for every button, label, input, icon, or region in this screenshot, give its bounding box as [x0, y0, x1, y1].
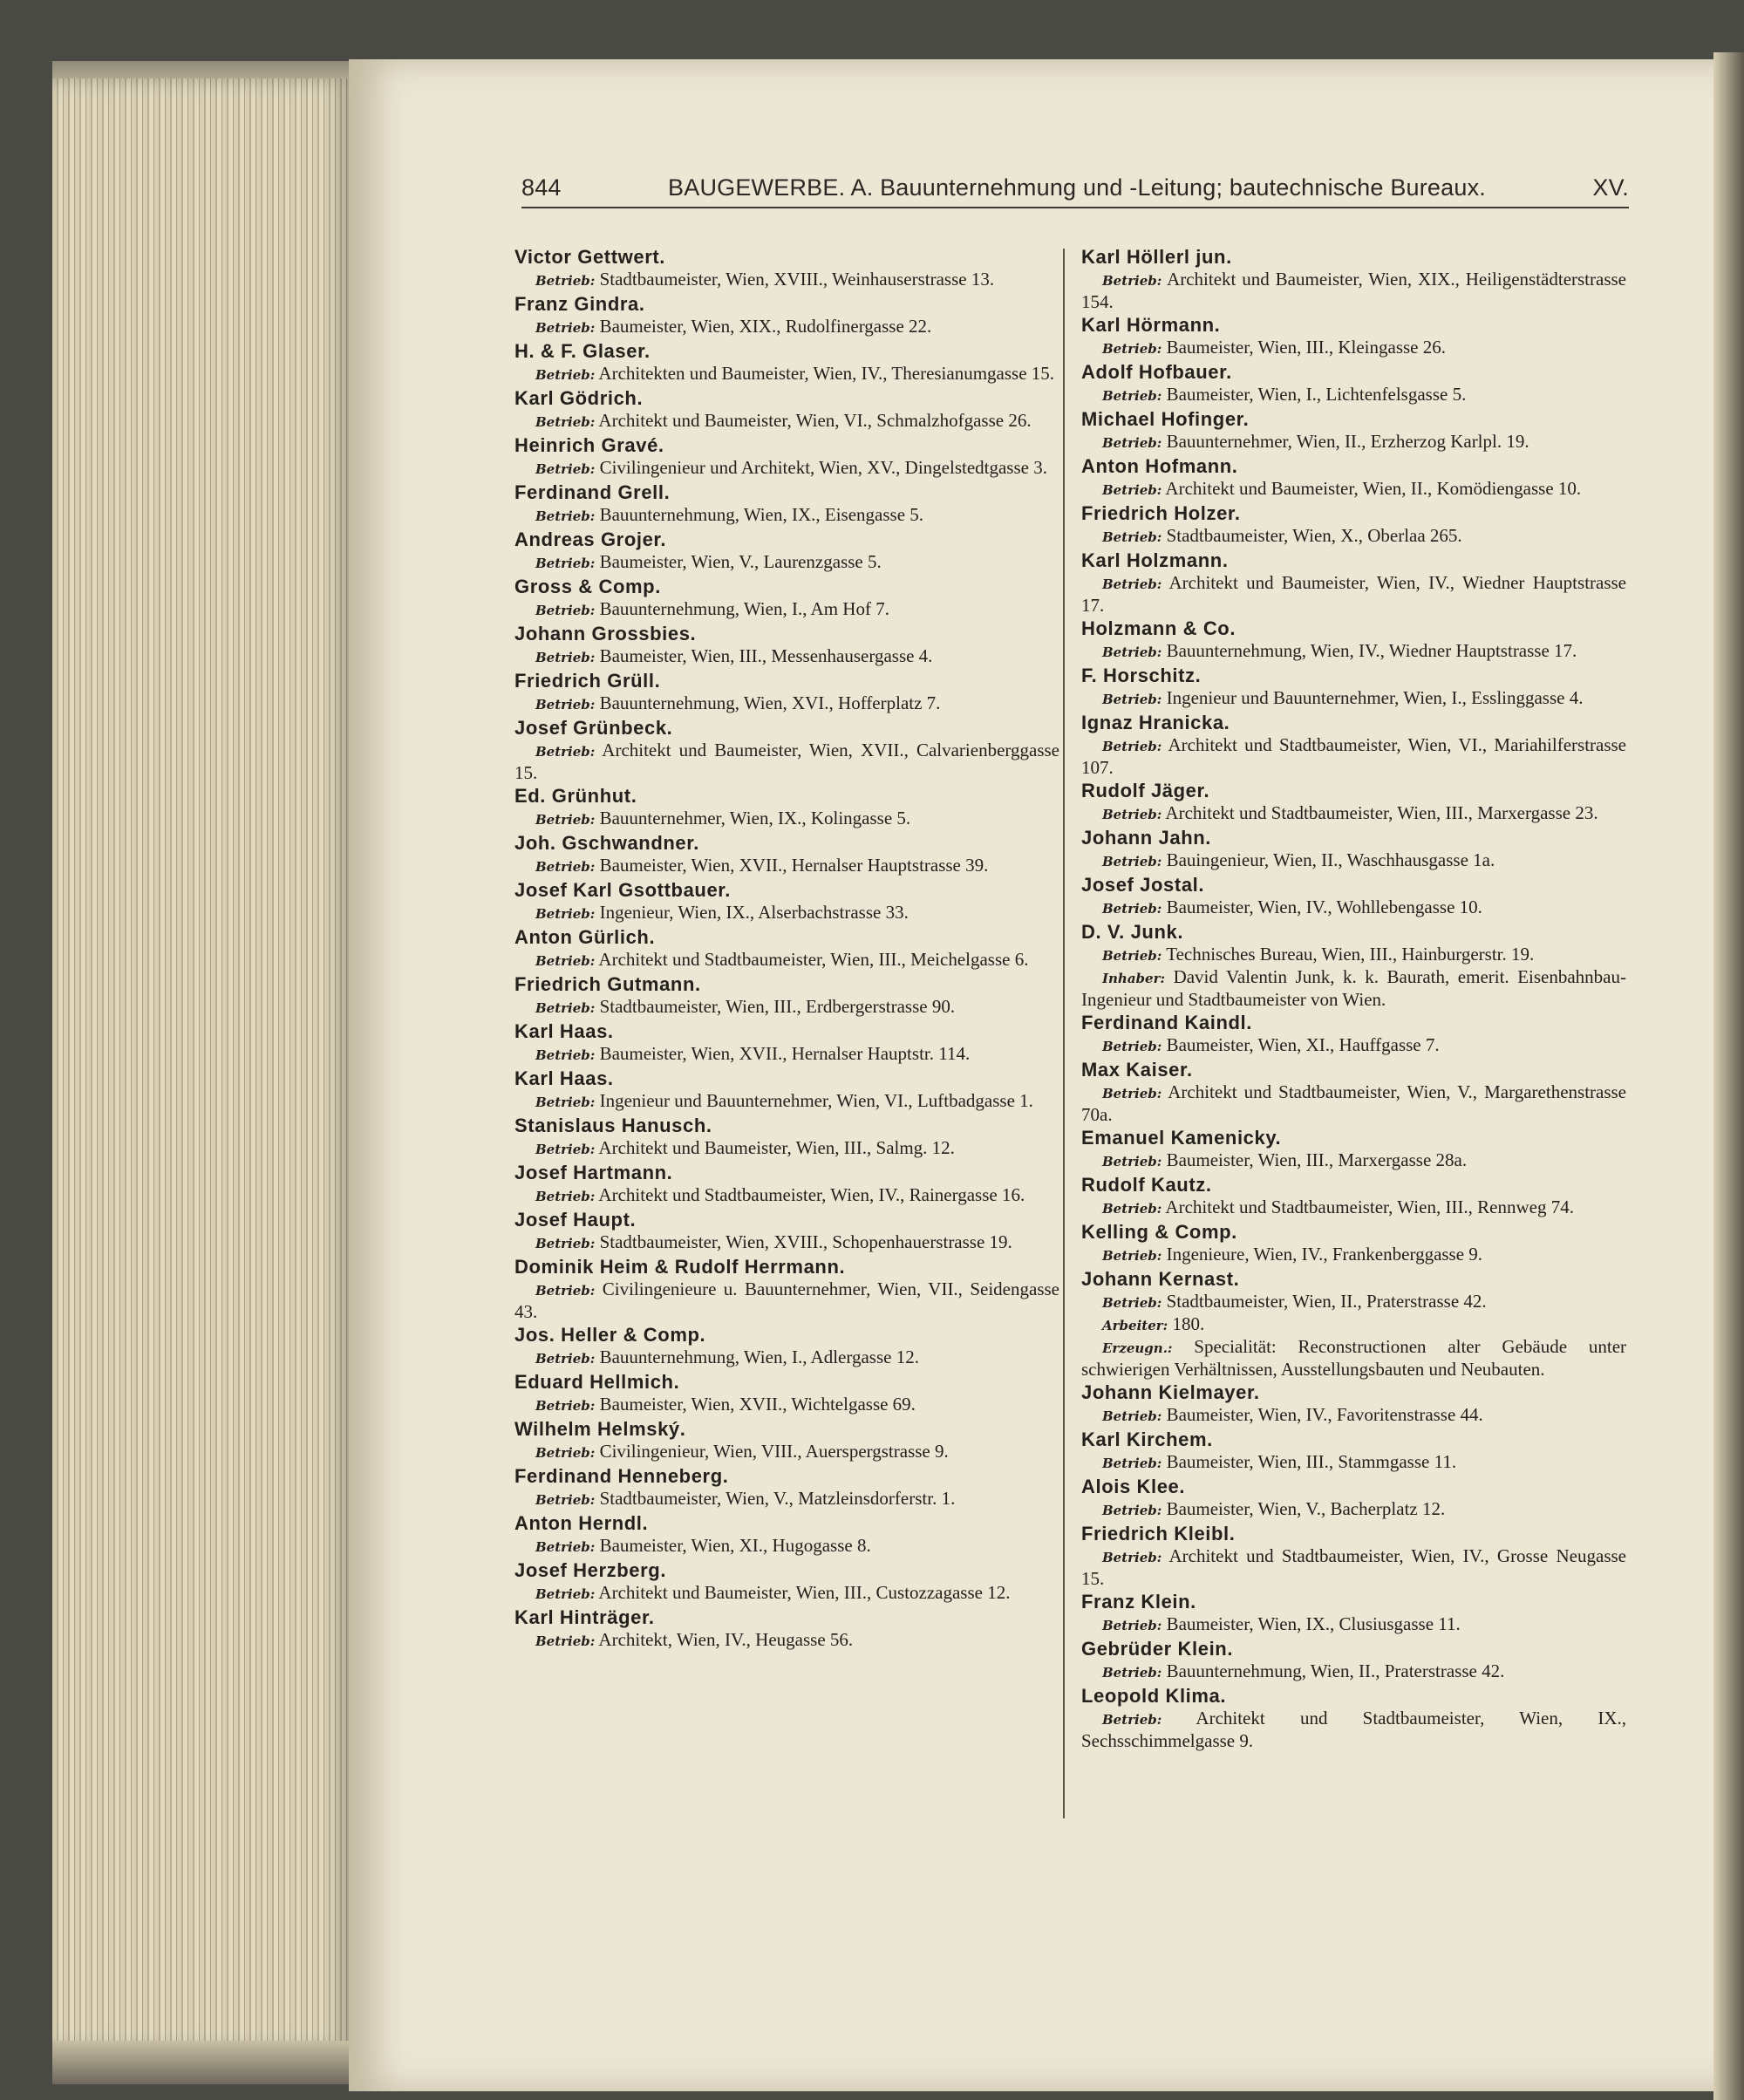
entry-label: Betrieb: — [1102, 576, 1162, 592]
directory-entry — [1081, 1523, 1626, 1589]
directory-entry — [514, 1371, 1059, 1416]
entry-name: Alois Klee. — [1081, 1476, 1186, 1497]
entry-name: Rudolf Jäger. — [1081, 780, 1210, 801]
entry-text: Bauunternehmung, Wien, XVI., Hofferplatz 7. — [599, 692, 941, 713]
entry-label: Erzeugn.: — [1102, 1340, 1173, 1356]
entry-line — [514, 1394, 1059, 1416]
entry-name: Johann Grossbies. — [514, 623, 697, 644]
entry-line — [1081, 1498, 1626, 1521]
directory-entry — [1081, 665, 1626, 710]
entry-label: Betrieb: — [535, 1539, 596, 1555]
entry-text: Architekt und Stadtbaumeister, Wien, III., Rennweg 74. — [1165, 1197, 1574, 1217]
entry-text: Baumeister, Wien, IX., Clusiusgasse 11. — [1166, 1613, 1461, 1634]
entry-line — [514, 1488, 1059, 1510]
entry-name: Anton Herndl. — [514, 1512, 649, 1534]
entry-text: Architekt und Baumeister, Wien, XIX., Heiligenstädterstrasse 154. — [1081, 269, 1626, 312]
entry-line — [1081, 640, 1626, 663]
entry-text: Baumeister, Wien, XVII., Hernalser Hauptstrasse 39. — [599, 855, 989, 876]
entry-name: Josef Grünbeck. — [514, 717, 673, 739]
entry-text: Architekt und Baumeister, Wien, III., Salmg. 12. — [598, 1137, 955, 1158]
entry-line — [1081, 1197, 1626, 1219]
entry-text: Baumeister, Wien, V., Bacherplatz 12. — [1166, 1498, 1446, 1519]
entry-text: Ingenieur und Bauunternehmer, Wien, I., Esslinggasse 4. — [1166, 687, 1584, 708]
entry-text: Baumeister, Wien, III., Marxergasse 28a. — [1166, 1149, 1468, 1170]
book-right-edge — [1713, 52, 1744, 2100]
entry-text: Bauunternehmer, Wien, IX., Kolingasse 5. — [599, 808, 911, 828]
entry-line — [514, 316, 1059, 338]
entry-name: Johann Kernast. — [1081, 1268, 1240, 1290]
entry-label: Betrieb: — [1102, 901, 1162, 917]
entry-name: Johann Jahn. — [1081, 827, 1211, 849]
entry-line — [514, 598, 1059, 621]
entry-name: Josef Karl Gsottbauer. — [514, 879, 731, 901]
entry-line — [514, 1090, 1059, 1113]
entry-line — [1081, 734, 1626, 778]
directory-entry — [1081, 1476, 1626, 1521]
entry-text: Architekten und Baumeister, Wien, IV., Theresianumgasse 15. — [598, 363, 1055, 384]
entry-label: Betrieb: — [1102, 644, 1162, 660]
entry-line — [1081, 1451, 1626, 1474]
entry-text: Baumeister, Wien, IV., Wohllebengasse 10. — [1166, 897, 1482, 917]
directory-entry — [1081, 1638, 1626, 1683]
directory-entry — [514, 1067, 1059, 1113]
entry-name: Friedrich Kleibl. — [1081, 1523, 1236, 1544]
left-column — [514, 246, 1059, 1653]
directory-entry — [1081, 1174, 1626, 1219]
entry-name: Josef Jostal. — [1081, 874, 1205, 896]
entry-label: Betrieb: — [1102, 273, 1162, 289]
entry-text: Baumeister, Wien, XVII., Wichtelgasse 69. — [599, 1394, 916, 1415]
entry-text: Ingenieure, Wien, IV., Frankenberggasse 9. — [1166, 1244, 1483, 1265]
entry-line — [1081, 1545, 1626, 1589]
entry-text: Ingenieur, Wien, IX., Alserbachstrasse 33. — [599, 902, 909, 923]
entry-label: Betrieb: — [1102, 388, 1162, 404]
entry-label: Inhaber: — [1102, 971, 1166, 986]
directory-entry — [1081, 1059, 1626, 1125]
entry-label: Betrieb: — [535, 273, 596, 289]
entry-line — [514, 996, 1059, 1019]
entry-label: Betrieb: — [1102, 482, 1162, 498]
entry-label: Betrieb: — [535, 1094, 596, 1110]
directory-entry — [514, 670, 1059, 715]
entry-name: Ignaz Hranicka. — [1081, 712, 1230, 733]
entry-text: Architekt und Stadtbaumeister, Wien, III., Meichelgasse 6. — [598, 949, 1029, 970]
directory-entry — [514, 340, 1059, 385]
entry-name: Karl Höllerl jun. — [1081, 246, 1232, 268]
directory-entry — [514, 1020, 1059, 1066]
entry-line — [1081, 1708, 1626, 1751]
entry-name: Karl Holzmann. — [1081, 549, 1229, 571]
entry-line — [514, 1441, 1059, 1463]
entry-line — [1081, 1034, 1626, 1057]
entry-line — [514, 457, 1059, 480]
entry-label: Betrieb: — [535, 414, 596, 430]
entry-name: Karl Haas. — [514, 1067, 614, 1089]
entry-label: Betrieb: — [1102, 807, 1162, 822]
entry-text: Civilingenieur und Architekt, Wien, XV., Dingelstedtgasse 3. — [599, 457, 1047, 478]
entry-name: Johann Kielmayer. — [1081, 1381, 1260, 1403]
entry-text: Civilingenieure u. Bauunternehmer, Wien, VII., Seidengasse 43. — [514, 1278, 1059, 1322]
entry-label: Arbeiter: — [1102, 1318, 1168, 1333]
entry-label: Betrieb: — [535, 906, 596, 922]
entry-label: Betrieb: — [535, 461, 596, 477]
entry-text: 180. — [1172, 1313, 1205, 1334]
entry-line — [514, 269, 1059, 291]
entry-label: Betrieb: — [535, 1445, 596, 1461]
entry-text: Technisches Bureau, Wien, III., Hainburgerstr. 19. — [1166, 944, 1535, 965]
right-column — [1081, 246, 1626, 1753]
entry-label: Betrieb: — [535, 1351, 596, 1367]
entry-label: Betrieb: — [1102, 1618, 1162, 1633]
directory-entry — [1081, 1268, 1626, 1380]
entry-text: Stadtbaumeister, Wien, II., Praterstrasse 42. — [1166, 1291, 1487, 1312]
directory-entry — [1081, 1127, 1626, 1172]
entry-line — [1081, 1291, 1626, 1313]
entry-text: Baumeister, Wien, I., Lichtenfelsgasse 5. — [1166, 384, 1467, 405]
directory-entry — [514, 246, 1059, 291]
entry-name: Anton Gürlich. — [514, 926, 656, 948]
entry-text: Architekt und Baumeister, Wien, IV., Wiedner Hauptstrasse 17. — [1081, 572, 1627, 616]
entry-line — [514, 504, 1059, 527]
entry-text: Stadtbaumeister, Wien, X., Oberlaa 265. — [1166, 525, 1462, 546]
entry-line — [514, 1137, 1059, 1160]
entry-name: D. V. Junk. — [1081, 921, 1184, 943]
entry-name: Karl Hinträger. — [514, 1606, 655, 1628]
entry-line — [1081, 1613, 1626, 1636]
directory-entry — [1081, 1221, 1626, 1266]
entry-text: Architekt und Stadtbaumeister, Wien, IV., Rainergasse 16. — [598, 1184, 1025, 1205]
entry-text: Specialität: Reconstructionen alter Gebäude unter schwierigen Verhältnissen, Ausstellungsbauten und Neubauten. — [1081, 1336, 1627, 1380]
entry-line — [514, 1347, 1059, 1369]
entry-line — [1081, 269, 1626, 312]
entry-line — [514, 740, 1059, 783]
directory-entry — [1081, 549, 1626, 616]
entry-label: Betrieb: — [535, 603, 596, 618]
entry-label: Betrieb: — [1102, 948, 1162, 964]
entry-line — [514, 1043, 1059, 1066]
entry-line — [1081, 1149, 1626, 1172]
entry-label: Betrieb: — [535, 953, 596, 969]
entry-name: Eduard Hellmich. — [514, 1371, 680, 1393]
entry-line — [514, 1278, 1059, 1322]
entry-text: Architekt und Stadtbaumeister, Wien, VI., Mariahilferstrasse 107. — [1081, 734, 1627, 778]
entry-label: Betrieb: — [1102, 1295, 1162, 1311]
entry-line — [514, 1231, 1059, 1254]
entry-text: Baumeister, Wien, III., Messenhausergasse 4. — [599, 645, 933, 666]
entry-text: Baumeister, Wien, III., Stammgasse 11. — [1166, 1451, 1457, 1472]
entry-name: Karl Kirchem. — [1081, 1428, 1213, 1450]
entry-name: Ferdinand Grell. — [514, 481, 671, 503]
entry-label: Betrieb: — [535, 1633, 596, 1649]
entry-label: Betrieb: — [535, 650, 596, 665]
entry-name: Josef Hartmann. — [514, 1162, 673, 1183]
entry-line — [514, 902, 1059, 924]
entry-name: Gross & Comp. — [514, 576, 661, 597]
entry-text: Bauunternehmung, Wien, I., Am Hof 7. — [599, 598, 889, 619]
entry-line — [1081, 1336, 1626, 1380]
directory-entry — [514, 717, 1059, 783]
entry-name: Holzmann & Co. — [1081, 617, 1236, 639]
entry-text: Stadtbaumeister, Wien, XVIII., Weinhauserstrasse 13. — [599, 269, 995, 290]
directory-entry — [514, 1162, 1059, 1207]
entry-label: Betrieb: — [1102, 1201, 1162, 1217]
entry-name: Dominik Heim & Rudolf Herrmann. — [514, 1256, 846, 1278]
entry-label: Betrieb: — [1102, 1456, 1162, 1471]
directory-entry — [514, 387, 1059, 433]
entry-line — [1081, 1660, 1626, 1683]
entry-line — [514, 410, 1059, 433]
directory-entry — [514, 973, 1059, 1019]
entry-line — [1081, 337, 1626, 359]
entry-text: Architekt und Baumeister, Wien, XVII., Calvarienberggasse 15. — [514, 740, 1060, 783]
entry-label: Betrieb: — [535, 508, 596, 524]
entry-text: Architekt und Stadtbaumeister, Wien, IV., Grosse Neugasse 15. — [1081, 1545, 1626, 1589]
entry-label: Betrieb: — [535, 1283, 596, 1299]
entry-text: Architekt und Baumeister, Wien, VI., Schmalzhofgasse 26. — [598, 410, 1032, 431]
directory-entry — [1081, 408, 1626, 453]
entry-label: Betrieb: — [1102, 739, 1162, 754]
entry-name: Jos. Heller & Comp. — [514, 1324, 706, 1346]
entry-name: Ed. Grünhut. — [514, 785, 637, 807]
directory-entry — [514, 1324, 1059, 1369]
entry-line — [514, 551, 1059, 574]
directory-entry — [1081, 827, 1626, 872]
directory-entry — [514, 879, 1059, 924]
entry-text: Stadtbaumeister, Wien, XVIII., Schopenhauerstrasse 19. — [599, 1231, 1012, 1252]
directory-entry — [514, 1256, 1059, 1322]
entry-line — [514, 949, 1059, 972]
entry-text: Bauingenieur, Wien, II., Waschhausgasse 1a. — [1166, 849, 1495, 870]
entry-name: Michael Hofinger. — [1081, 408, 1250, 430]
entry-text: Baumeister, Wien, XVII., Hernalser Hauptstr. 114. — [599, 1043, 971, 1064]
entry-text: Architekt und Baumeister, Wien, II., Komödiengasse 10. — [1165, 478, 1582, 499]
entry-name: Ferdinand Henneberg. — [514, 1465, 729, 1487]
entry-name: Gebrüder Klein. — [1081, 1638, 1234, 1660]
entry-text: Baumeister, Wien, XI., Hugogasse 8. — [599, 1535, 871, 1556]
entry-line — [1081, 1244, 1626, 1266]
entry-name: Anton Hofmann. — [1081, 455, 1238, 477]
directory-entry — [1081, 1591, 1626, 1636]
header-title: BAUGEWERBE. A. Bauunternehmung und -Leitung; bautechnische Bureaux. — [668, 174, 1486, 201]
entry-name: Kelling & Comp. — [1081, 1221, 1237, 1243]
directory-entry — [1081, 361, 1626, 406]
entry-text: Stadtbaumeister, Wien, III., Erdbergerstrasse 90. — [599, 996, 956, 1017]
entry-line — [1081, 384, 1626, 406]
entry-line — [514, 692, 1059, 715]
entry-name: Friedrich Grüll. — [514, 670, 661, 692]
entry-name: Heinrich Gravé. — [514, 434, 664, 456]
entry-label: Betrieb: — [535, 1189, 596, 1204]
directory-entry — [514, 623, 1059, 668]
entry-label: Betrieb: — [535, 812, 596, 828]
entry-label: Betrieb: — [1102, 1503, 1162, 1518]
entry-label: Betrieb: — [1102, 1408, 1162, 1424]
entry-label: Betrieb: — [535, 1000, 596, 1016]
entry-name: Karl Haas. — [514, 1020, 614, 1042]
directory-entry — [514, 926, 1059, 972]
directory-entry — [1081, 1428, 1626, 1474]
entry-text: Baumeister, Wien, IV., Favoritenstrasse 44. — [1166, 1404, 1483, 1425]
entry-line — [514, 1535, 1059, 1558]
directory-entry — [1081, 1685, 1626, 1751]
entry-label: Betrieb: — [1102, 854, 1162, 869]
directory-entry — [514, 528, 1059, 574]
directory-entry — [514, 1559, 1059, 1605]
entry-text: Bauunternehmung, Wien, I., Adlergasse 12. — [599, 1347, 919, 1367]
entry-text: Bauunternehmung, Wien, II., Praterstrasse 42. — [1166, 1660, 1505, 1681]
entry-label: Betrieb: — [1102, 1550, 1162, 1565]
entry-label: Betrieb: — [535, 1492, 596, 1508]
entry-line — [1081, 897, 1626, 919]
entry-text: Ingenieur und Bauunternehmer, Wien, VI., Luftbadgasse 1. — [599, 1090, 1033, 1111]
entry-name: Franz Klein. — [1081, 1591, 1196, 1612]
entry-name: Adolf Hofbauer. — [1081, 361, 1232, 383]
entry-line — [514, 645, 1059, 668]
directory-entry — [1081, 780, 1626, 825]
book-edge-bottom — [52, 2041, 353, 2084]
directory-entry — [1081, 1012, 1626, 1057]
entry-label: Betrieb: — [535, 1586, 596, 1602]
entry-line — [1081, 1404, 1626, 1427]
entry-text: David Valentin Junk, k. k. Baurath, emerit. Eisenbahnbau-Ingenieur und Stadtbaumeister von Wien. — [1081, 966, 1626, 1010]
entry-line — [514, 1184, 1059, 1207]
entry-name: Wilhelm Helmský. — [514, 1418, 686, 1440]
entry-label: Betrieb: — [535, 1236, 596, 1251]
entry-name: Victor Gettwert. — [514, 246, 666, 268]
directory-entry — [514, 1418, 1059, 1463]
entry-line — [1081, 478, 1626, 501]
entry-label: Betrieb: — [1102, 435, 1162, 451]
entry-line — [1081, 802, 1626, 825]
entry-name: Friedrich Gutmann. — [514, 973, 701, 995]
entry-line — [514, 363, 1059, 385]
entry-text: Architekt und Stadtbaumeister, Wien, IX., Sechsschimmelgasse 9. — [1081, 1708, 1626, 1751]
entry-label: Betrieb: — [535, 859, 596, 875]
entry-name: F. Horschitz. — [1081, 665, 1202, 686]
entry-text: Architekt und Stadtbaumeister, Wien, III., Marxergasse 23. — [1165, 802, 1598, 823]
entry-name: Josef Herzberg. — [514, 1559, 667, 1581]
directory-entry — [1081, 712, 1626, 778]
entry-text: Architekt und Baumeister, Wien, III., Custozzagasse 12. — [598, 1582, 1011, 1603]
directory-entry — [514, 1465, 1059, 1510]
entry-name: Josef Haupt. — [514, 1209, 637, 1231]
page-number: 844 — [521, 174, 562, 201]
entry-label: Betrieb: — [1102, 1086, 1162, 1101]
entry-name: Karl Gödrich. — [514, 387, 644, 409]
directory-entry — [514, 293, 1059, 338]
directory-entry — [1081, 246, 1626, 312]
entry-line — [1081, 431, 1626, 453]
entry-text: Baumeister, Wien, V., Laurenzgasse 5. — [599, 551, 882, 572]
directory-entry — [514, 832, 1059, 877]
entry-label: Betrieb: — [535, 1398, 596, 1414]
entry-label: Betrieb: — [535, 556, 596, 571]
entry-label: Betrieb: — [535, 1142, 596, 1157]
entry-line — [514, 1629, 1059, 1652]
column-divider — [1063, 249, 1065, 1818]
directory-entry — [1081, 874, 1626, 919]
entry-label: Betrieb: — [1102, 1039, 1162, 1054]
entry-name: Stanislaus Hanusch. — [514, 1115, 712, 1136]
entry-label: Betrieb: — [1102, 529, 1162, 545]
entry-name: Joh. Gschwandner. — [514, 832, 699, 854]
entry-name: Andreas Grojer. — [514, 528, 667, 550]
entry-line — [514, 855, 1059, 877]
book-page-edges — [52, 78, 353, 2049]
entry-name: Karl Hörmann. — [1081, 314, 1221, 336]
entry-name: Rudolf Kautz. — [1081, 1174, 1212, 1196]
entry-label: Betrieb: — [1102, 692, 1162, 707]
entry-name: Leopold Klima. — [1081, 1685, 1227, 1707]
entry-label: Betrieb: — [535, 320, 596, 336]
entry-name: Emanuel Kamenicky. — [1081, 1127, 1282, 1149]
entry-line — [1081, 849, 1626, 872]
directory-entry — [1081, 1381, 1626, 1427]
directory-entry — [1081, 921, 1626, 1010]
directory-entry — [514, 1512, 1059, 1558]
directory-entry — [514, 434, 1059, 480]
entry-text: Stadtbaumeister, Wien, V., Matzleinsdorferstr. 1. — [599, 1488, 956, 1509]
entry-line — [1081, 966, 1626, 1010]
entry-label: Betrieb: — [535, 367, 596, 383]
entry-text: Baumeister, Wien, XIX., Rudolfinergasse 22. — [599, 316, 932, 337]
entry-label: Betrieb: — [1102, 1248, 1162, 1264]
entry-text: Civilingenieur, Wien, VIII., Auerspergstrasse 9. — [599, 1441, 949, 1462]
directory-entry — [514, 481, 1059, 527]
entry-line — [1081, 1081, 1626, 1125]
entry-name: H. & F. Glaser. — [514, 340, 651, 362]
entry-line — [514, 1582, 1059, 1605]
entry-line — [1081, 572, 1626, 616]
entry-label: Betrieb: — [1102, 1712, 1162, 1728]
entry-line — [514, 808, 1059, 830]
directory-entry — [514, 1606, 1059, 1652]
entry-label: Betrieb: — [1102, 1154, 1162, 1169]
entry-label: Betrieb: — [535, 744, 596, 760]
directory-entry — [514, 576, 1059, 621]
directory-entry — [514, 785, 1059, 830]
entry-line — [1081, 944, 1626, 966]
entry-text: Baumeister, Wien, XI., Hauffgasse 7. — [1166, 1034, 1440, 1055]
running-header — [521, 174, 1629, 208]
directory-entry — [1081, 455, 1626, 501]
entry-text: Bauunternehmer, Wien, II., Erzherzog Karlpl. 19. — [1166, 431, 1529, 452]
entry-line — [1081, 687, 1626, 710]
directory-entry — [514, 1115, 1059, 1160]
entry-label: Betrieb: — [535, 697, 596, 712]
directory-entry — [514, 1209, 1059, 1254]
directory-entry — [1081, 314, 1626, 359]
entry-line — [1081, 1313, 1626, 1336]
entry-text: Architekt, Wien, IV., Heugasse 56. — [598, 1629, 854, 1650]
entry-name: Friedrich Holzer. — [1081, 502, 1241, 524]
entry-text: Baumeister, Wien, III., Kleingasse 26. — [1166, 337, 1447, 358]
entry-label: Betrieb: — [535, 1047, 596, 1063]
entry-name: Ferdinand Kaindl. — [1081, 1012, 1252, 1033]
entry-label: Betrieb: — [1102, 341, 1162, 357]
entry-name: Max Kaiser. — [1081, 1059, 1193, 1081]
entry-text: Architekt und Stadtbaumeister, Wien, V., Margarethenstrasse 70a. — [1081, 1081, 1627, 1125]
directory-entry — [1081, 502, 1626, 548]
section-number: XV. — [1592, 174, 1629, 201]
entry-label: Betrieb: — [1102, 1665, 1162, 1681]
entry-text: Bauunternehmung, Wien, IX., Eisengasse 5. — [599, 504, 924, 525]
entry-text: Bauunternehmung, Wien, IV., Wiedner Hauptstrasse 17. — [1166, 640, 1577, 661]
entry-name: Franz Gindra. — [514, 293, 645, 315]
entry-line — [1081, 525, 1626, 548]
directory-entry — [1081, 617, 1626, 663]
